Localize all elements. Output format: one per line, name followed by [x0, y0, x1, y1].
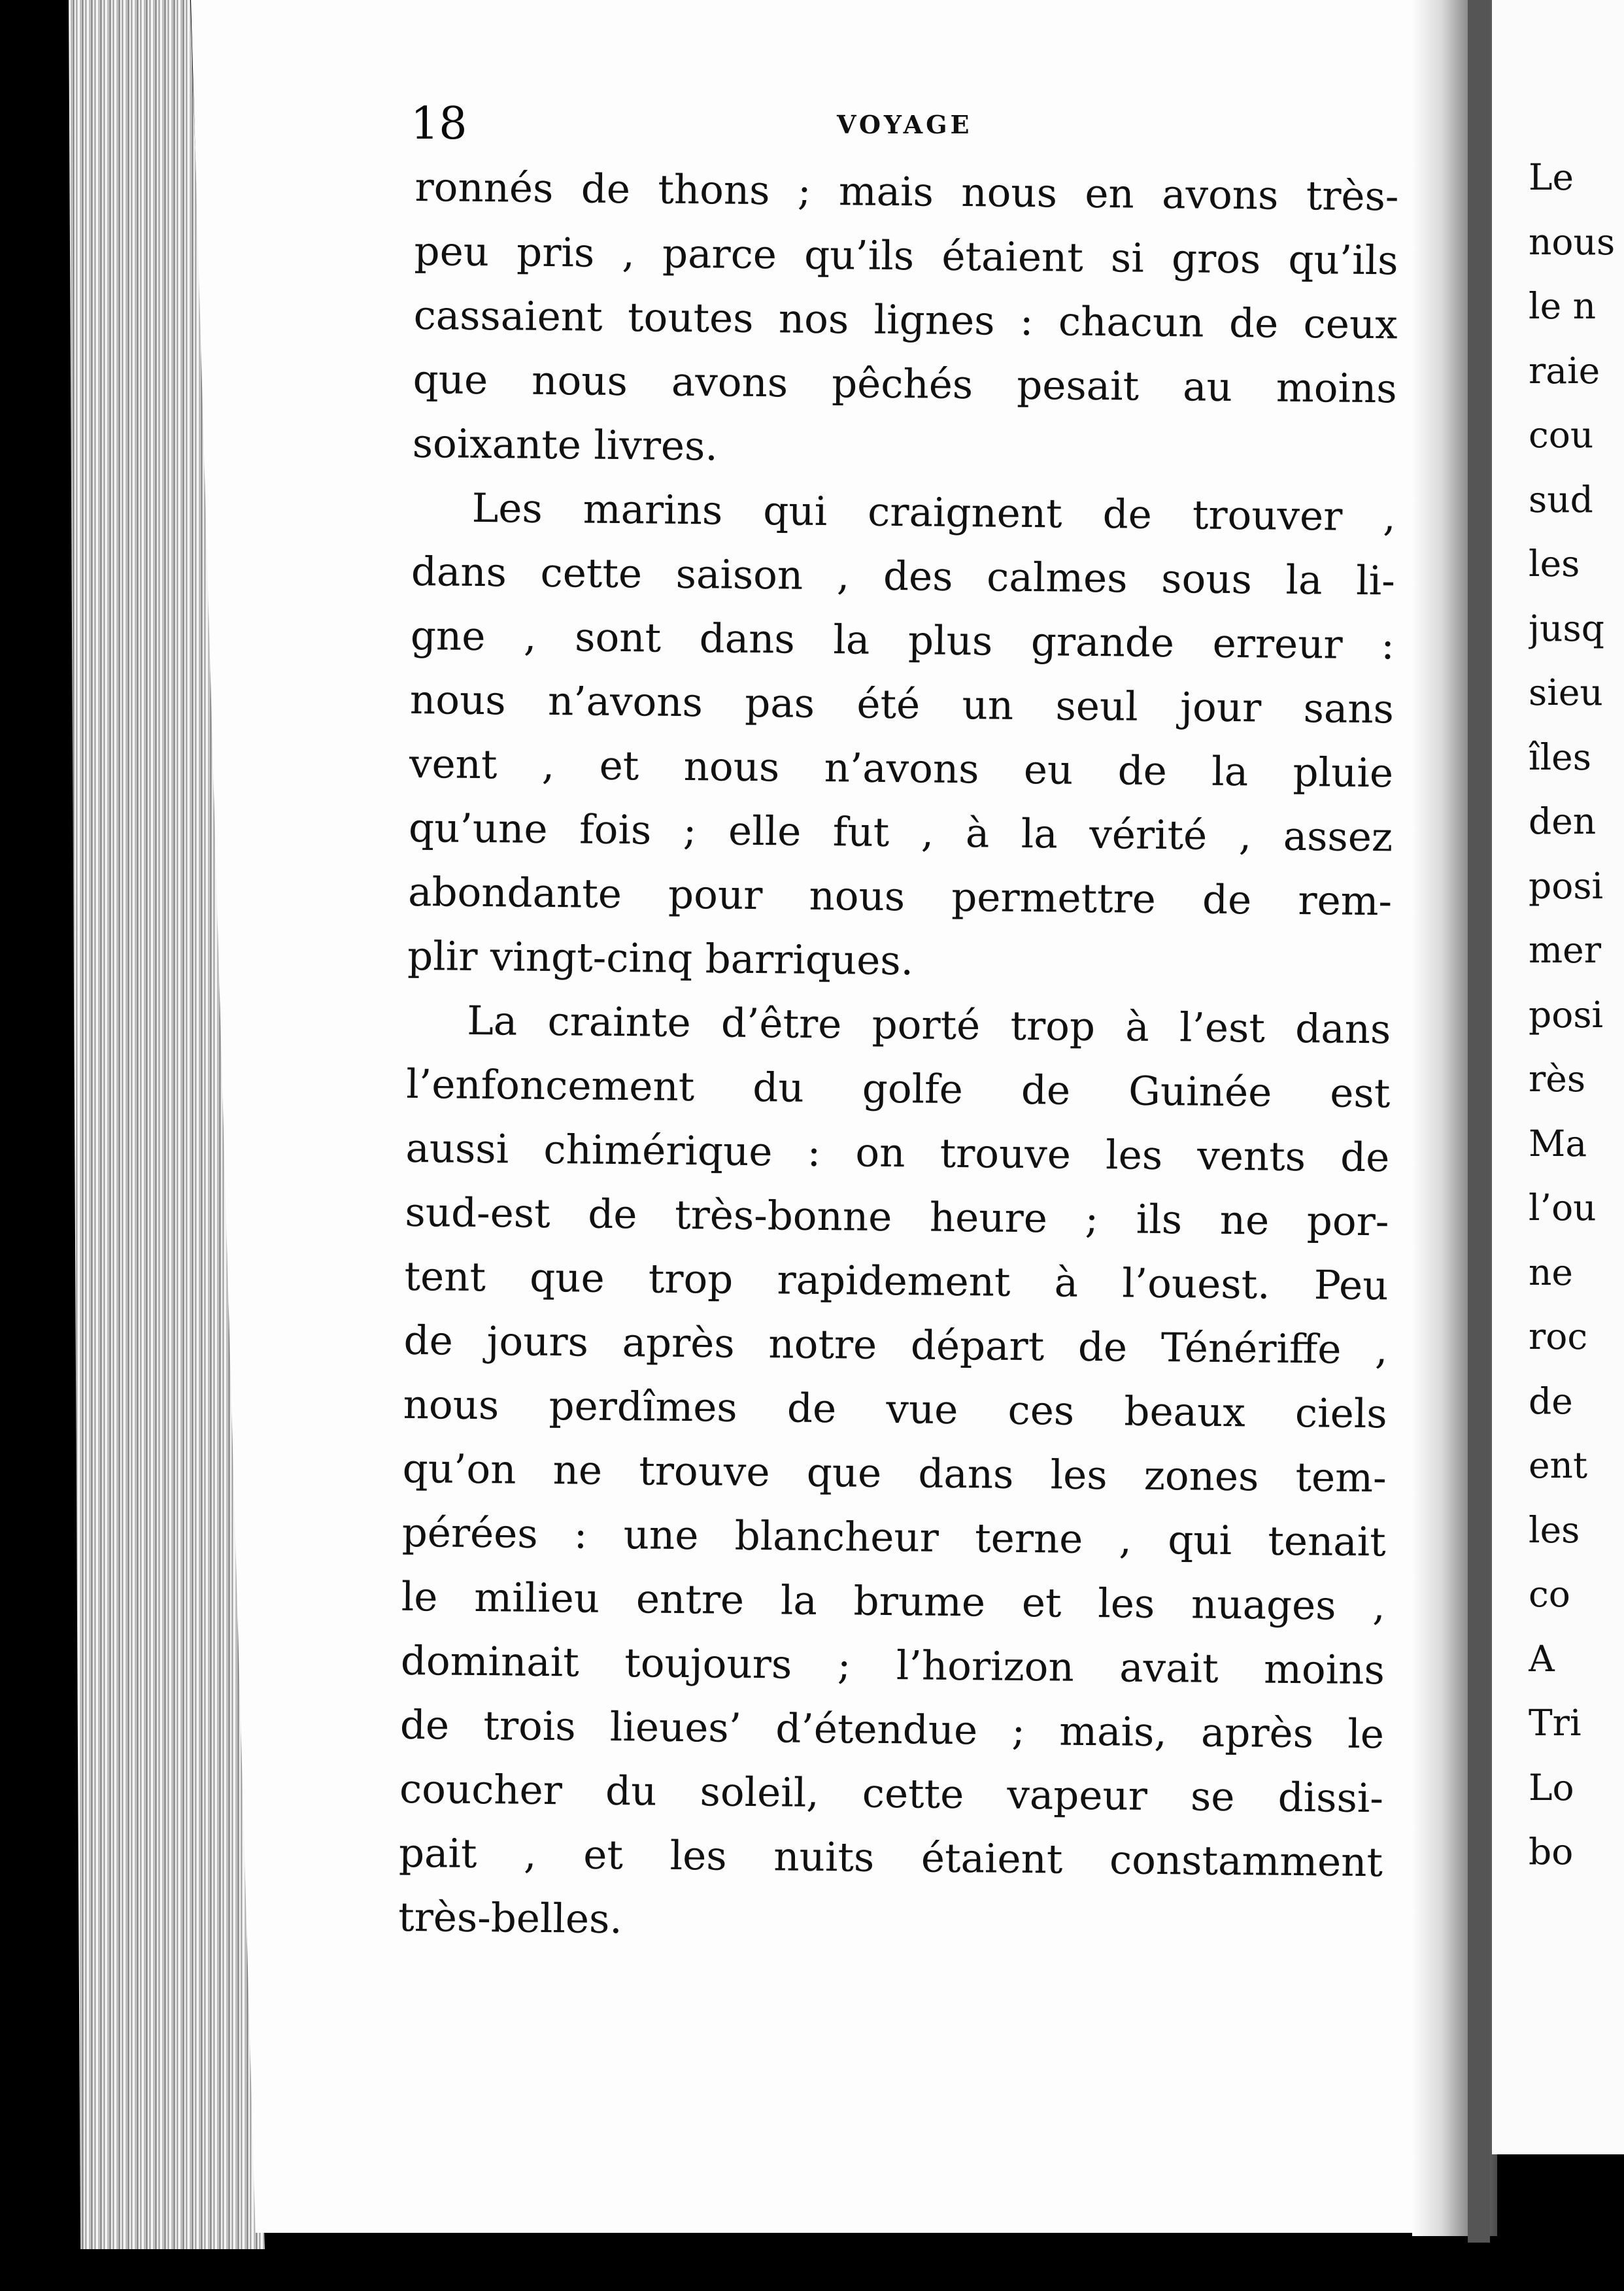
text-line: dans cette saison , des calmes sous la li- [411, 548, 1396, 605]
text-line: abondante pour nous permettre de rem- [407, 868, 1393, 925]
facing-text-fragment: Ma [1529, 1122, 1587, 1164]
facing-text-fragment: îles [1529, 736, 1591, 778]
text-line: que nous avons pêchés pesait au moins [413, 356, 1397, 413]
facing-text-fragment: raie [1529, 349, 1600, 392]
facing-text-fragment: ne [1529, 1251, 1573, 1293]
text-line: qu’on ne trouve que dans les zones tem- [402, 1445, 1387, 1502]
text-line: très-belles. [398, 1893, 623, 1943]
facing-text-fragment: ent [1529, 1444, 1588, 1486]
text-line: ronnés de thons ; mais nous en avons très- [414, 163, 1399, 220]
facing-page-text [1529, 145, 1624, 1884]
facing-text-fragment: le n [1529, 285, 1597, 327]
text-line: vent , et nous n’avons eu de la pluie [409, 740, 1394, 797]
text-line: pérées : une blancheur terne , qui tenait [401, 1509, 1387, 1566]
facing-text-fragment: co [1529, 1573, 1570, 1615]
text-line: sud-est de très-bonne heure ; ils ne por- [405, 1189, 1389, 1246]
facing-text-fragment: roc [1529, 1315, 1588, 1357]
facing-text-fragment: de [1529, 1380, 1573, 1422]
text-line: nous n’avons pas été un seul jour sans [409, 676, 1395, 733]
facing-text-fragment: les [1529, 1508, 1580, 1551]
text-line: coucher du soleil, cette vapeur se dissi- [399, 1765, 1384, 1822]
text-line: le milieu entre la brume et les nuages , [401, 1573, 1386, 1630]
text-line: aussi chimérique : on trouve les vents de [405, 1125, 1390, 1181]
text-line: de jours après notre départ de Ténériffe , [403, 1317, 1388, 1374]
facing-text-fragment: mer [1529, 929, 1601, 971]
text-line: La crainte d’être porté trop à l’est dans [466, 997, 1391, 1053]
text-line: de trois lieues’ d’étendue ; mais, après le [399, 1701, 1385, 1758]
text-line: qu’une fois ; elle fut , à la vérité , assez [408, 804, 1393, 861]
text-line: soixante livres. [412, 420, 719, 470]
facing-text-fragment: posi [1529, 993, 1604, 1036]
running-title: VOYAGE [837, 110, 973, 139]
text-line: cassaient toutes nos lignes : chacun de ceux [413, 292, 1398, 348]
text-line: plir vingt-cinq barriques. [407, 932, 914, 985]
page-number: 18 [411, 98, 467, 150]
facing-text-fragment: Lo [1529, 1766, 1574, 1808]
facing-text-fragment: sieu [1529, 671, 1603, 713]
scan-border [0, 2249, 1624, 2291]
facing-text-fragment: les [1529, 543, 1580, 585]
facing-text-fragment: jusq [1529, 607, 1604, 649]
text-line: peu pris , parce qu’ils étaient si gros qu’ils [414, 228, 1398, 284]
text-line: l’enfoncement du golfe de Guinée est [406, 1061, 1391, 1117]
facing-text-fragment: nous [1529, 220, 1616, 263]
text-line: dominait toujours ; l’horizon avait moins [400, 1637, 1385, 1694]
text-line: nous perdîmes de vue ces beaux ciels [403, 1381, 1387, 1438]
book-gutter-fold [1468, 0, 1490, 2243]
facing-text-fragment: l’ou [1529, 1187, 1597, 1229]
facing-text-fragment: A [1529, 1637, 1555, 1680]
facing-text-fragment: rès [1529, 1058, 1586, 1100]
facing-text-fragment: Le [1529, 156, 1574, 198]
facing-text-fragment: Tri [1529, 1702, 1582, 1744]
body-text [398, 156, 1399, 1959]
text-line: gne , sont dans la plus grande erreur : [410, 612, 1395, 669]
facing-text-fragment: posi [1529, 864, 1604, 907]
text-line: tent que trop rapidement à l’ouest. Peu [404, 1253, 1389, 1310]
text-line: pait , et les nuits étaient constamment [398, 1829, 1383, 1886]
facing-text-fragment: bo [1529, 1831, 1574, 1873]
facing-text-fragment: sud [1529, 478, 1593, 520]
facing-text-fragment: cou [1529, 414, 1594, 456]
text-line: Les marins qui craignent de trouver , [471, 484, 1396, 541]
facing-text-fragment: den [1529, 800, 1597, 842]
